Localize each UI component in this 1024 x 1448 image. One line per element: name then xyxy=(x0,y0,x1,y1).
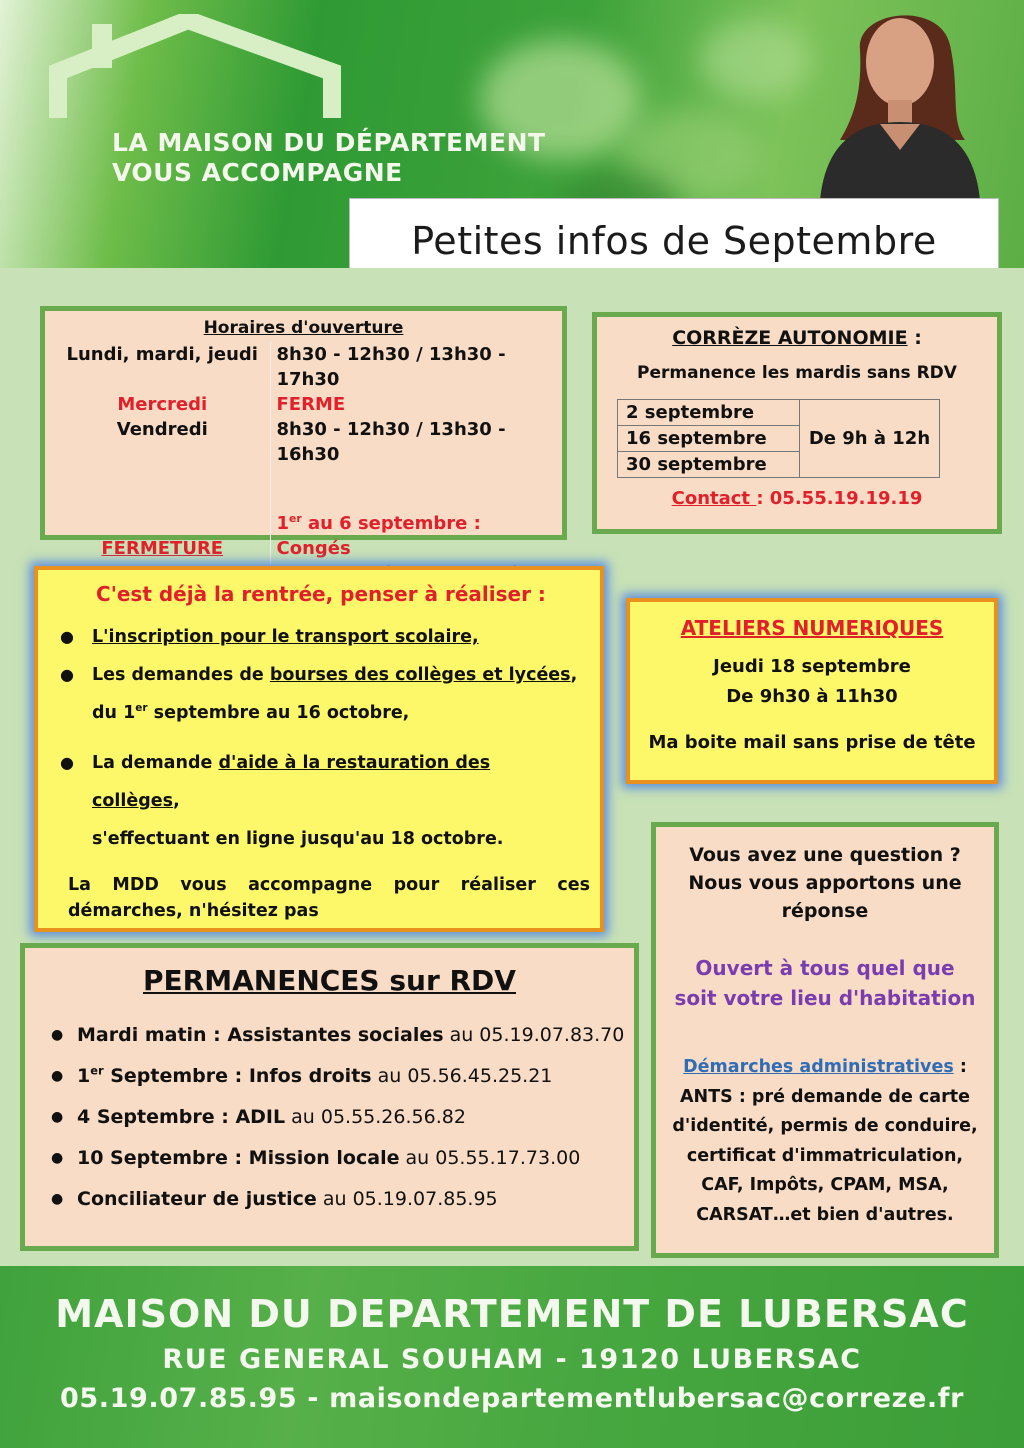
list-item-continuation: s'effectuant en ligne jusqu'au 18 octobre. xyxy=(92,829,504,849)
correze-autonomie-box xyxy=(592,312,1002,534)
header-title xyxy=(112,128,546,188)
workshops-date: Jeudi 18 septembre xyxy=(713,656,911,677)
digital-workshops-box xyxy=(626,598,998,784)
list-item: ● 4 Septembre : ADIL au 05.55.26.56.82 xyxy=(51,1106,466,1128)
back-to-school-box xyxy=(34,566,604,932)
correze-date: 16 septembre xyxy=(618,426,800,452)
admin-procedures-line: d'identité, permis de conduire, xyxy=(672,1116,978,1136)
list-item-continuation: du 1er septembre au 16 octobre, xyxy=(92,702,410,723)
hours-value: 8h30 - 12h30 / 13h30 - 17h30 xyxy=(276,344,506,390)
appointments-list xyxy=(39,1015,625,1220)
correze-date: 2 septembre xyxy=(618,400,800,426)
back-to-school-paragraph: La MDD vous accompagne pour réaliser ces démarches, n'hésitez pas xyxy=(68,875,590,921)
header-title-line2: VOUS ACCOMPAGNE xyxy=(112,158,403,187)
workshops-title: ATELIERS NUMERIQUES xyxy=(680,616,944,640)
admin-procedures: Démarches administratives : ANTS : pré demande de carte d'identité, permis de conduire, certificat d'immatriculation, CAF, Impôts, CPAM, MSA, CARSAT…et bien d'autres. xyxy=(664,1053,986,1230)
list-item: ● Conciliateur de justice au 05.19.07.85.95 xyxy=(51,1188,498,1210)
hours-day: Lundi, mardi, jeudi xyxy=(55,342,270,392)
opening-hours-box xyxy=(40,306,567,559)
question-box xyxy=(651,822,999,1258)
question-line: Vous avez une question ? xyxy=(689,844,961,866)
hours-day: Vendredi xyxy=(55,417,270,467)
footer-address: RUE GENERAL SOUHAM - 19120 LUBERSAC xyxy=(162,1344,862,1375)
open-to-all: Ouvert à tous quel que soit votre lieu d'habitation xyxy=(674,956,976,1010)
appointments-box xyxy=(20,943,639,1251)
question-line: Nous vous apportons une xyxy=(688,872,962,894)
header-title-line1: LA MAISON DU DÉPARTEMENT xyxy=(112,128,546,157)
list-item: ● L'inscription pour le transport scolaire, xyxy=(60,627,479,647)
admin-procedures-line: certificat d'immatriculation, xyxy=(686,1145,964,1166)
house-logo-icon xyxy=(40,14,370,124)
correze-date: 30 septembre xyxy=(618,452,800,478)
admin-procedures-label: Démarches administratives xyxy=(683,1057,954,1077)
page-subtitle: Petites infos de Septembre xyxy=(411,219,937,263)
header-banner xyxy=(0,0,1024,268)
back-to-school-title: C'est déjà la rentrée, penser à réaliser : xyxy=(96,582,546,606)
list-item: ● Les demandes de bourses des collèges et lycées, xyxy=(60,665,578,685)
footer-contact: 05.19.07.85.95 - maisondepartementlubersac@correze.fr xyxy=(59,1383,964,1414)
list-item: ● La demande d'aide à la restauration des collèges, xyxy=(60,753,491,811)
admin-procedures-line: ANTS : pré demande de carte xyxy=(680,1086,970,1107)
admin-procedures-line: CARSAT…et bien d'autres. xyxy=(696,1204,954,1225)
correze-hours: De 9h à 12h xyxy=(800,400,940,478)
correze-schedule-table xyxy=(617,399,940,478)
question-line: réponse xyxy=(781,900,869,922)
workshops-topic: Ma boite mail sans prise de tête xyxy=(648,732,976,753)
appointments-title: PERMANENCES sur RDV xyxy=(143,964,516,997)
opening-hours-caption: Horaires d'ouverture xyxy=(203,318,404,338)
back-to-school-list xyxy=(60,618,582,694)
closure-line1: 1er au 6 septembre : Congés xyxy=(276,512,481,559)
footer-title: MAISON DU DEPARTEMENT DE LUBERSAC xyxy=(55,1292,969,1336)
advisor-photo xyxy=(800,0,995,200)
correze-title: CORRÈZE AUTONOMIE : xyxy=(672,327,922,349)
workshops-time: De 9h30 à 11h30 xyxy=(726,686,898,707)
hours-row xyxy=(55,392,552,417)
hours-day: Mercredi xyxy=(55,392,270,417)
list-item: ● 1er Septembre : Infos droits au 05.56.45.25.21 xyxy=(51,1063,553,1087)
admin-procedures-line: CAF, Impôts, CPAM, MSA, xyxy=(701,1175,949,1195)
hours-row xyxy=(55,417,552,467)
closure-label: FERMETURE xyxy=(101,538,224,559)
hours-value: 8h30 - 12h30 / 13h30 - 16h30 xyxy=(276,419,506,465)
list-item: ● Mardi matin : Assistantes sociales au 05.19.07.83.70 xyxy=(51,1024,625,1046)
hours-value: FERME xyxy=(276,394,346,415)
hours-row xyxy=(55,342,552,392)
subtitle-box xyxy=(349,198,999,268)
footer-banner xyxy=(0,1266,1024,1448)
correze-contact: Contact : 05.55.19.19.19 xyxy=(671,488,923,509)
opening-hours-table xyxy=(55,342,552,586)
list-item: ● 10 Septembre : Mission locale au 05.55.17.73.00 xyxy=(51,1147,581,1169)
correze-subtitle: Permanence les mardis sans RDV xyxy=(637,363,957,383)
